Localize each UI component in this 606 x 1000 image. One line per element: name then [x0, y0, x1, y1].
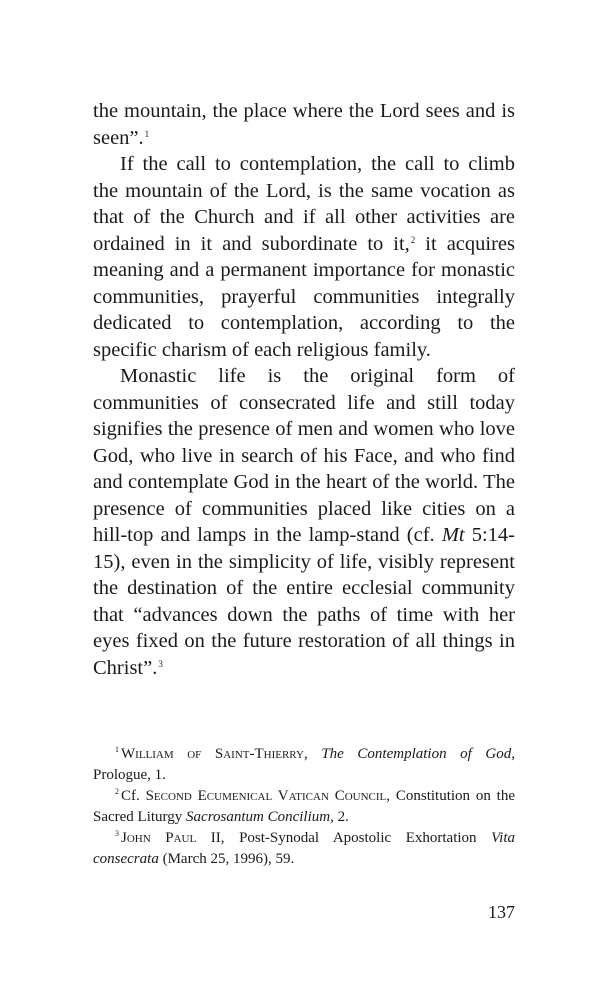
- footnote-2-title: Sacrosantum Concilium: [186, 809, 331, 825]
- footnote-1-author: William of Saint-Thierry: [121, 746, 304, 762]
- footnote-2-rest-a: , Constitution on the Sacred Liturgy: [93, 788, 516, 825]
- footnote-1-rest: , Prologue, 1.: [93, 746, 515, 783]
- footnote-2: [93, 786, 515, 828]
- footnote-2-prefix: Cf.: [121, 788, 146, 804]
- footnote-3-rest-a: , Post-Synodal Apostolic Exhortation: [220, 830, 492, 846]
- footnote-ref-3: 3: [158, 658, 163, 669]
- body-text: [93, 98, 515, 681]
- footnote-1-sep: ,: [303, 746, 322, 762]
- footnote-2-author: Second Ecumenical Vatican Council: [145, 788, 387, 804]
- paragraph-1: [93, 98, 515, 151]
- footnote-1: [93, 744, 515, 786]
- footnote-3-author: John Paul II: [121, 830, 221, 846]
- paragraph-2-text-a: If the call to contemplation, the call to climb the mountain of the Lord, is the same vocation as that of the Church and if all other activities are ordained in it and subordinate to it,: [93, 153, 515, 255]
- footnote-3-title: Vita consecrata: [93, 830, 515, 867]
- paragraph-3-text-b: 5:14-15), even in the simplicity of life, visibly represent the destination of the entire ecclesial community that “advances down the paths of time with her eyes fixed on the future restoration of all things in Christ”.: [93, 524, 515, 679]
- paragraph-3-text-a: Monastic life is the original form of communities of consecrated life and still today signifies the presence of men and women who love God, who live in search of his Face, and who find and contemplate God in the heart of the world. The presence of communities placed like cities on a hill-top and lamps in the lamp-stand (cf.: [93, 365, 515, 546]
- footnote-1-number: 1: [115, 745, 119, 754]
- scripture-ref-italic: Mt: [441, 524, 465, 546]
- footnote-2-number: 2: [115, 787, 119, 796]
- paragraph-1-text: the mountain, the place where the Lord sees and is seen”.: [93, 100, 515, 149]
- paragraph-2-text-b: it acquires meaning and a permanent importance for monastic communities, prayerful communities integrally dedicated to contemplation, according to the specific charism of each religious family.: [93, 232, 515, 361]
- footnote-3: [93, 828, 515, 870]
- footnote-3-rest-b: (March 25, 1996), 59.: [158, 851, 295, 867]
- page-number: 137: [488, 902, 515, 922]
- paragraph-2: [93, 151, 515, 363]
- paragraph-3: [93, 363, 515, 681]
- footnotes: [93, 744, 515, 870]
- footnote-2-rest-b: , 2.: [330, 809, 349, 825]
- footnote-ref-1: 1: [144, 128, 150, 139]
- footnote-1-title: The Contemplation of God: [321, 746, 512, 762]
- footnote-3-number: 3: [115, 829, 119, 838]
- footnote-ref-2: 2: [410, 234, 416, 245]
